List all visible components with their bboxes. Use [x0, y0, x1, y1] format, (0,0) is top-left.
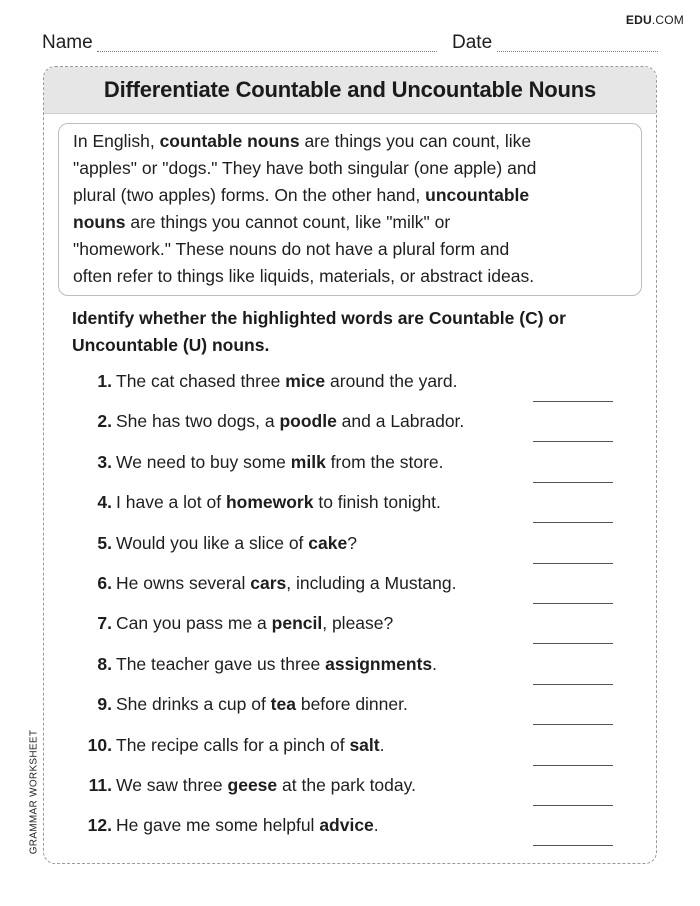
- question-item: [44, 609, 657, 649]
- question-text-after: , please?: [322, 613, 394, 634]
- highlighted-noun: pencil: [271, 613, 323, 634]
- intro-key-term: countable nouns: [159, 131, 300, 151]
- answer-blank[interactable]: [533, 603, 613, 604]
- answer-blank[interactable]: [533, 522, 613, 523]
- highlighted-noun: milk: [290, 451, 326, 472]
- intro-text: are things you cannot count, like "milk" or: [125, 212, 451, 232]
- highlighted-noun: mice: [285, 371, 326, 391]
- answer-blank[interactable]: [533, 724, 613, 725]
- question-text-before: She has two dogs, a: [116, 411, 280, 432]
- question-text-after: .: [432, 653, 438, 674]
- question-item: [44, 367, 657, 407]
- question-item: [44, 690, 657, 730]
- question-list: [44, 367, 657, 852]
- question-item: [44, 407, 657, 447]
- question-text-before: We need to buy some: [116, 451, 291, 472]
- answer-blank[interactable]: [533, 401, 613, 402]
- question-text-before: She drinks a cup of: [116, 694, 271, 715]
- question-number: 2.: [97, 411, 112, 432]
- question-number: 6.: [97, 572, 112, 593]
- question-text-before: Can you pass me a: [116, 613, 272, 634]
- date-field[interactable]: [497, 51, 658, 52]
- answer-blank[interactable]: [533, 563, 613, 564]
- question-text-before: The recipe calls for a pinch of: [116, 734, 350, 755]
- intro-text: "apples" or "dogs." They have both singular (one apple) and: [73, 158, 537, 178]
- intro-line: [73, 128, 631, 155]
- worksheet-card: [43, 66, 657, 864]
- intro-text: plural (two apples) forms. On the other hand,: [73, 185, 426, 205]
- question-item: [44, 529, 657, 569]
- instruction-text: [72, 305, 632, 359]
- question-text: [116, 775, 416, 796]
- question-number: 4.: [97, 492, 112, 513]
- highlighted-noun: cars: [250, 572, 287, 593]
- highlighted-noun: homework: [225, 492, 314, 513]
- question-text-after: .: [379, 734, 385, 755]
- question-item: [44, 811, 657, 851]
- highlighted-noun: assignments: [325, 653, 433, 674]
- brand-logo-com: .COM: [651, 13, 684, 27]
- brand-logo-edu: EDU: [625, 13, 652, 27]
- intro-text: "homework." These nouns do not have a plural form and: [73, 239, 510, 259]
- answer-blank[interactable]: [533, 684, 613, 685]
- answer-blank[interactable]: [533, 765, 613, 766]
- question-text-before: The cat chased three: [116, 371, 286, 391]
- answer-blank[interactable]: [533, 845, 613, 846]
- question-text-after: around the yard.: [325, 371, 458, 391]
- intro-key-term: uncountable: [425, 185, 530, 205]
- date-label: Date: [452, 32, 493, 53]
- question-text-after: .: [373, 815, 379, 836]
- question-text-before: He gave me some helpful: [116, 815, 320, 836]
- name-field[interactable]: [97, 51, 437, 52]
- highlighted-noun: tea: [270, 694, 296, 715]
- question-item: [44, 731, 657, 771]
- question-text-before: He owns several: [116, 572, 251, 593]
- question-item: [44, 771, 657, 811]
- question-number: 12.: [87, 815, 112, 836]
- highlighted-noun: cake: [308, 532, 348, 553]
- question-text: [116, 735, 384, 756]
- answer-blank[interactable]: [533, 441, 613, 442]
- question-text: [116, 411, 464, 432]
- question-text-before: The teacher gave us three: [116, 653, 326, 674]
- intro-text: are things you can count, like: [299, 131, 532, 151]
- highlighted-noun: poodle: [279, 411, 337, 432]
- question-text: [116, 452, 444, 473]
- worksheet-title: Differentiate Countable and Uncountable Nouns: [103, 77, 597, 102]
- question-text-before: Would you like a slice of: [116, 532, 309, 553]
- intro-key-term: nouns: [73, 212, 126, 232]
- intro-line: [73, 209, 631, 236]
- question-text-after: at the park today.: [277, 774, 416, 795]
- answer-blank[interactable]: [533, 482, 613, 483]
- side-label: GRAMMAR WORKSHEET: [28, 729, 40, 855]
- question-item: [44, 448, 657, 488]
- question-number: 10.: [87, 734, 112, 755]
- question-text-after: ?: [347, 532, 357, 553]
- name-label: Name: [42, 32, 93, 53]
- intro-line: [73, 182, 631, 209]
- question-text-after: before dinner.: [295, 694, 408, 715]
- intro-box: [58, 123, 642, 296]
- question-number: 8.: [97, 653, 112, 674]
- instruction-line: Identify whether the highlighted words are Countable (C) or: [72, 308, 566, 328]
- question-number: 9.: [97, 694, 112, 715]
- answer-blank[interactable]: [533, 805, 613, 806]
- question-text: [116, 694, 408, 715]
- answer-blank[interactable]: [533, 643, 613, 644]
- highlighted-noun: salt: [349, 734, 380, 755]
- question-text: [116, 654, 437, 675]
- question-text: [116, 613, 393, 634]
- name-date-row: [42, 30, 658, 56]
- question-text: [116, 492, 441, 513]
- question-text-after: and a Labrador.: [336, 411, 465, 432]
- question-number: 3.: [97, 451, 112, 472]
- question-text-after: , including a Mustang.: [286, 572, 457, 593]
- question-number: 7.: [97, 613, 112, 634]
- brand-logo: [626, 13, 684, 27]
- question-text-after: from the store.: [325, 451, 444, 472]
- question-item: [44, 650, 657, 690]
- question-text-after: to finish tonight.: [313, 492, 441, 513]
- question-number: 11.: [88, 774, 112, 795]
- intro-text: In English,: [73, 131, 160, 151]
- question-item: [44, 488, 657, 528]
- question-text-before: We saw three: [116, 774, 228, 795]
- intro-text: often refer to things like liquids, materials, or abstract ideas.: [73, 266, 535, 286]
- question-text: [116, 533, 357, 554]
- question-text: [116, 371, 457, 392]
- highlighted-noun: advice: [319, 815, 374, 836]
- intro-line: [73, 236, 631, 263]
- intro-line: [73, 155, 631, 182]
- intro-line: [73, 263, 631, 290]
- question-text-before: I have a lot of: [116, 492, 226, 513]
- instruction-line: Uncountable (U) nouns.: [72, 335, 270, 355]
- question-number: 5.: [97, 532, 112, 553]
- title-bar: [44, 67, 656, 114]
- highlighted-noun: geese: [227, 774, 278, 795]
- question-item: [44, 569, 657, 609]
- question-text: [116, 815, 379, 836]
- question-number: 1.: [97, 371, 112, 391]
- question-text: [116, 573, 457, 594]
